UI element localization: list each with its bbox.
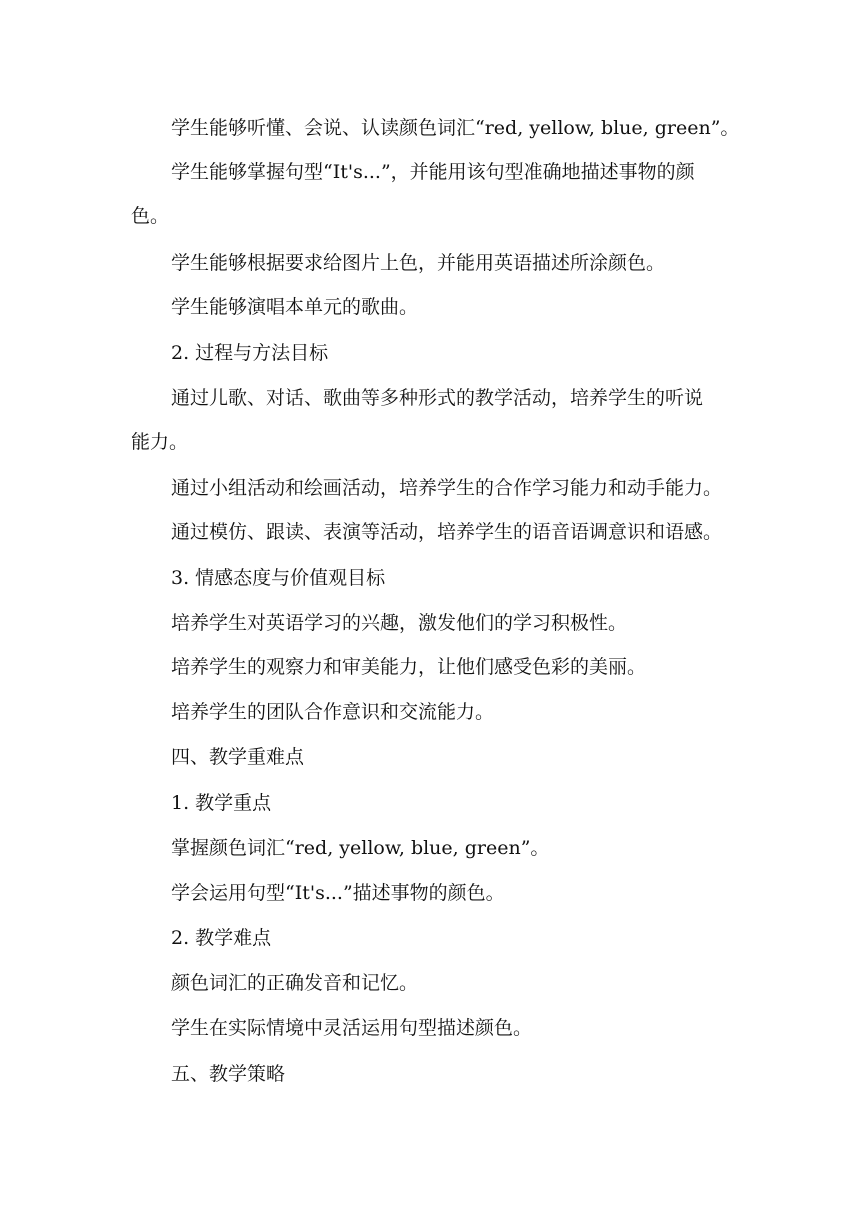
objective-sentence-pattern: 学生能够掌握句型“It's...”，并能用该句型准确地描述事物的颜: [171, 161, 695, 183]
section-heading-teaching-strategy: 五、教学策略: [171, 1063, 286, 1085]
objective-sentence-pattern-continued: 色。: [131, 205, 170, 227]
subheading-key-points: 1. 教学重点: [171, 792, 272, 814]
process-imitation: 通过模仿、跟读、表演等活动，培养学生的语音语调意识和语感。: [171, 521, 723, 543]
key-point-sentence-pattern: 学会运用句型“It's...”描述事物的颜色。: [171, 882, 505, 904]
section-heading-attitude-values: 3. 情感态度与价值观目标: [171, 567, 386, 589]
process-group-activities: 通过小组活动和绘画活动，培养学生的合作学习能力和动手能力。: [171, 477, 723, 499]
process-activities-continued: 能力。: [131, 431, 189, 453]
attitude-teamwork: 培养学生的团队合作意识和交流能力。: [171, 701, 495, 723]
subheading-difficult-points: 2. 教学难点: [171, 927, 272, 949]
difficult-point-pronunciation: 颜色词汇的正确发音和记忆。: [171, 972, 419, 994]
objective-coloring: 学生能够根据要求给图片上色，并能用英语描述所涂颜色。: [171, 252, 666, 274]
section-heading-key-difficult-points: 四、教学重难点: [171, 746, 305, 768]
key-point-vocabulary: 掌握颜色词汇“red, yellow, blue, green”。: [171, 837, 550, 859]
objective-song: 学生能够演唱本单元的歌曲。: [171, 296, 419, 318]
process-activities: 通过儿歌、对话、歌曲等多种形式的教学活动，培养学生的听说: [171, 387, 704, 409]
objective-colors-vocabulary: 学生能够听懂、会说、认读颜色词汇“red, yellow, blue, green”。: [171, 117, 740, 139]
difficult-point-application: 学生在实际情境中灵活运用句型描述颜色。: [171, 1017, 533, 1039]
section-heading-process-method: 2. 过程与方法目标: [171, 342, 329, 364]
attitude-observation: 培养学生的观察力和审美能力，让他们感受色彩的美丽。: [171, 656, 647, 678]
attitude-interest: 培养学生对英语学习的兴趣，激发他们的学习积极性。: [171, 612, 628, 634]
